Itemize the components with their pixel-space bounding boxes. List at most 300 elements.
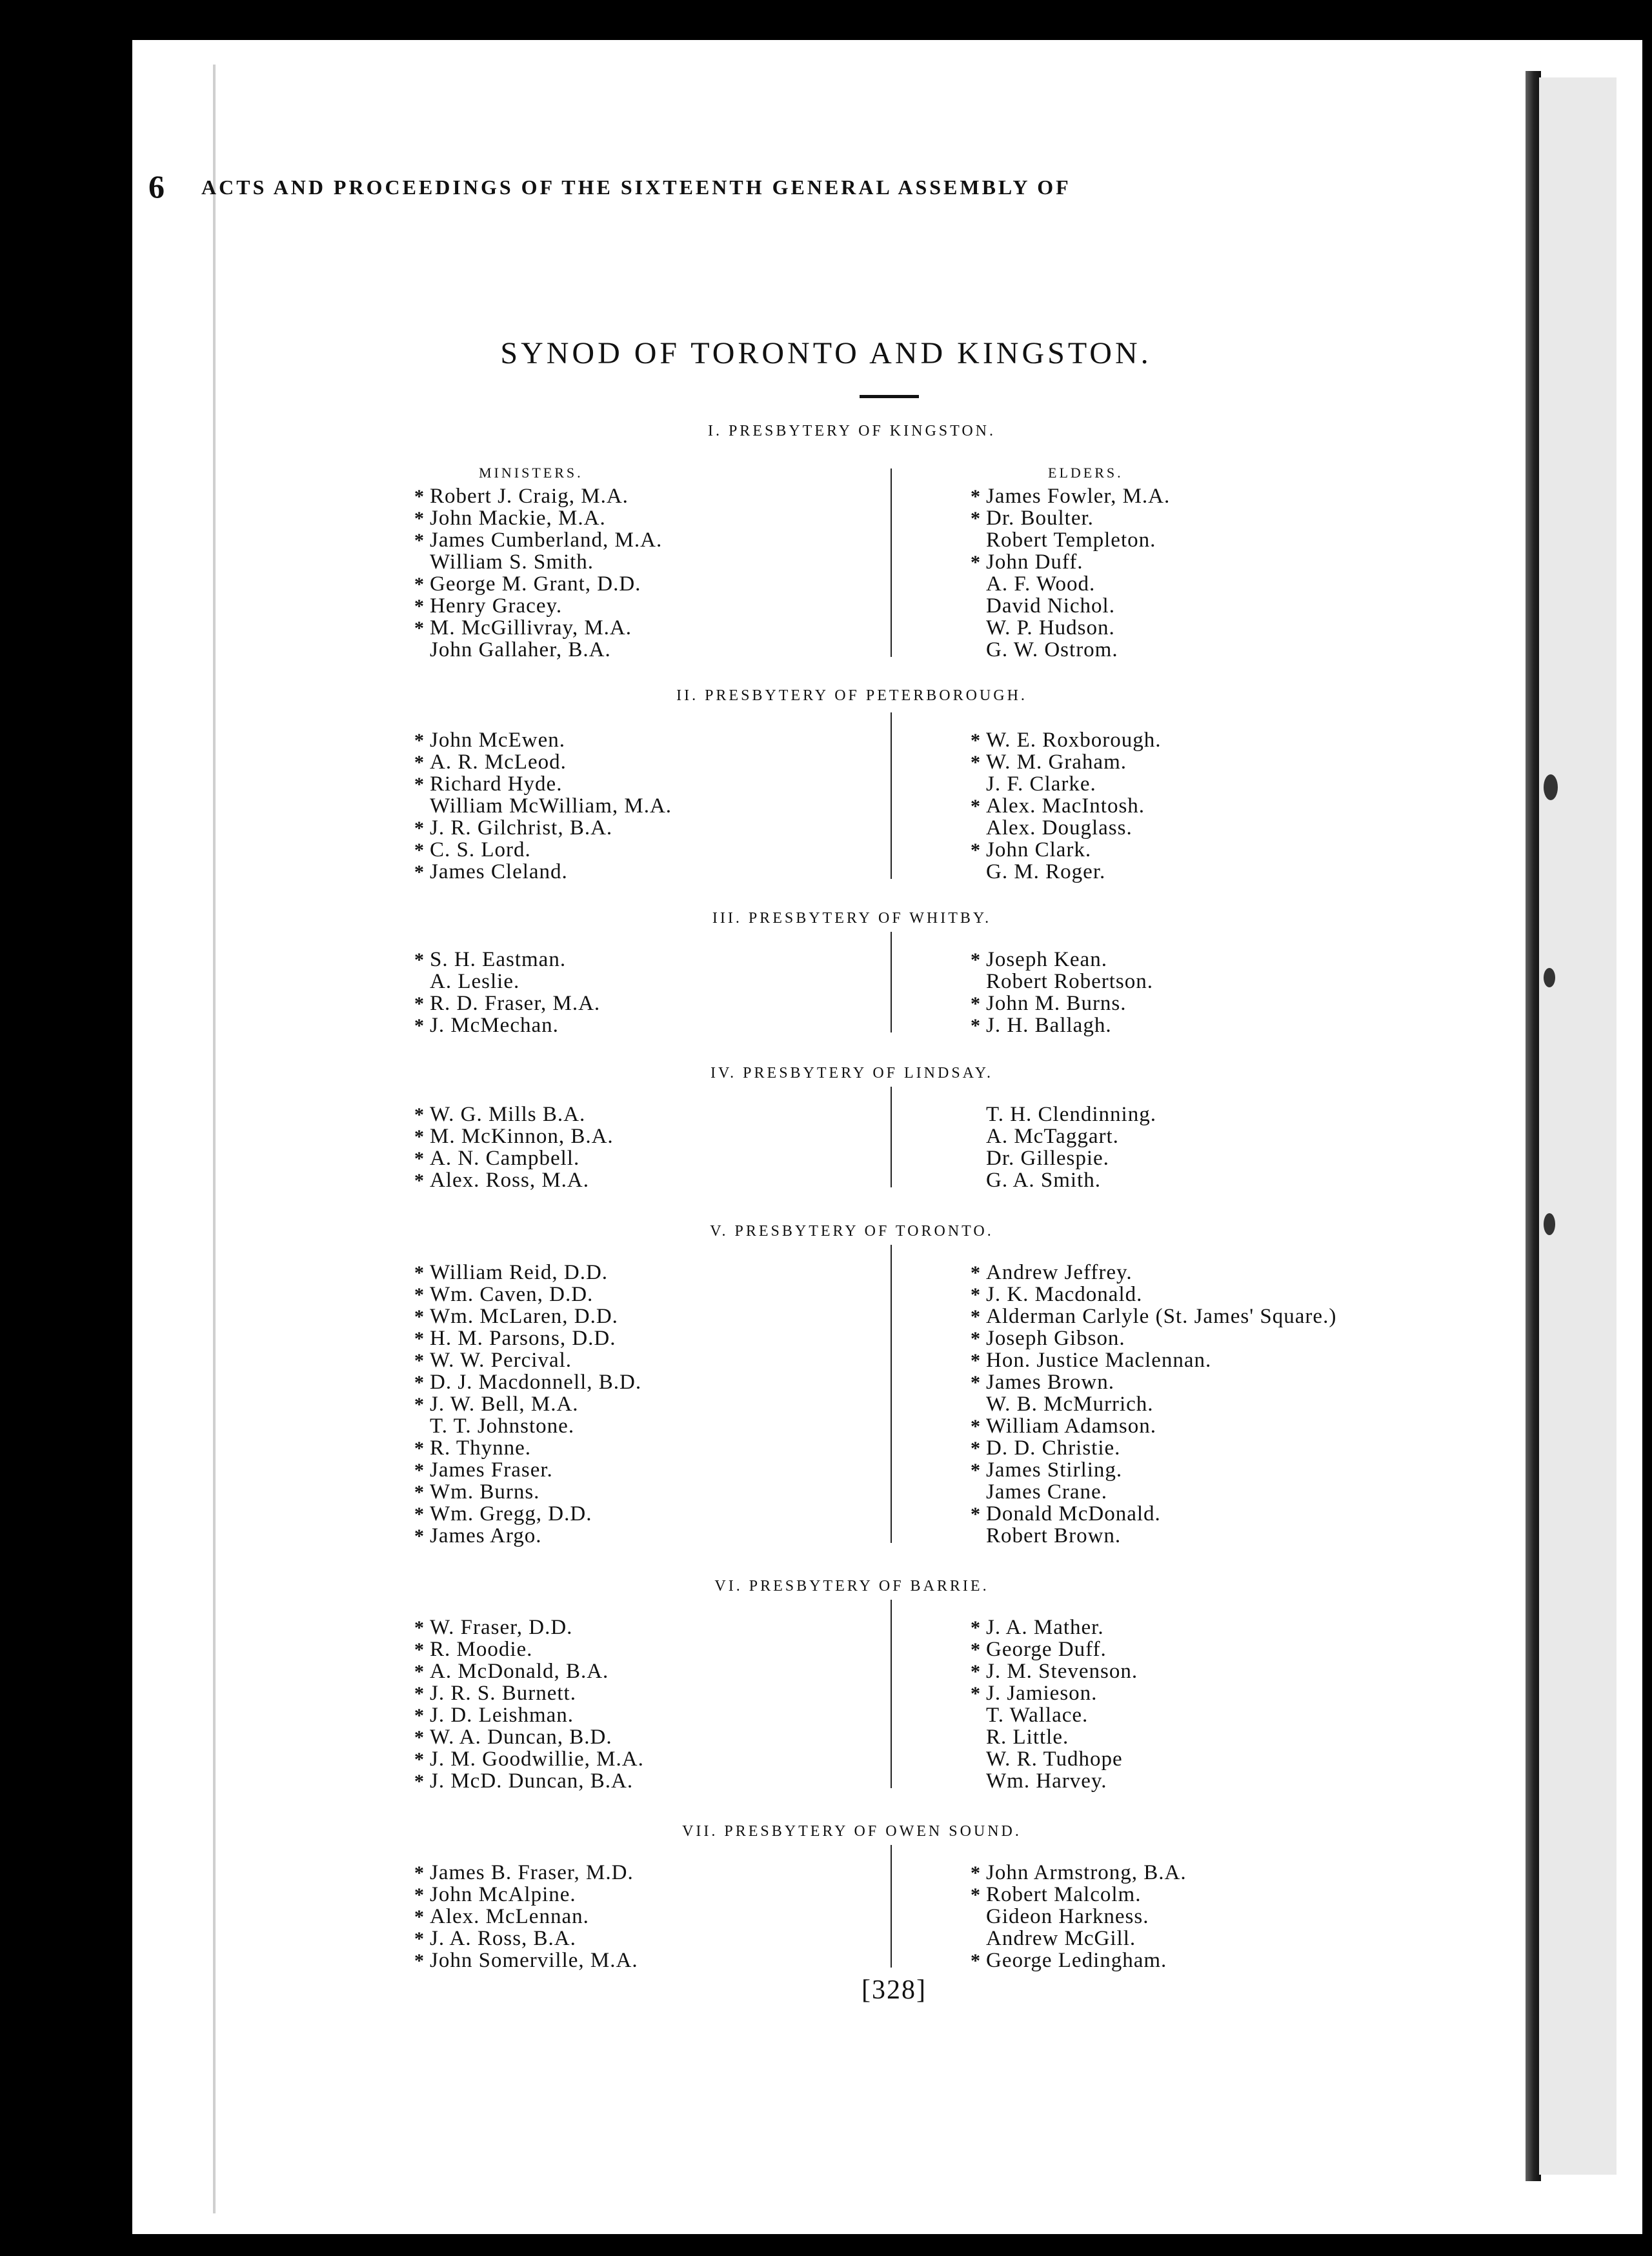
minister-entry (414, 1770, 644, 1792)
person-name: A. McTaggart. (986, 1125, 1119, 1148)
person-name: W. M. Graham. (986, 750, 1127, 774)
person-name: Donald McDonald. (986, 1502, 1161, 1526)
minister-entry (414, 839, 672, 861)
ministers-list (414, 1616, 644, 1792)
person-name: George M. Grant, D.D. (430, 572, 641, 596)
column-divider (891, 468, 892, 657)
elders-list (971, 729, 1162, 883)
elders-column-heading: ELDERS. (1048, 465, 1123, 481)
scan-speck (1544, 1213, 1555, 1235)
asterisk-mark: * (971, 949, 981, 971)
asterisk-mark: * (971, 552, 981, 573)
minister-entry (414, 1459, 641, 1481)
person-name: J. A. Mather. (986, 1616, 1104, 1639)
person-name: Gideon Harkness. (986, 1905, 1149, 1928)
asterisk-mark: * (414, 1705, 425, 1726)
person-name: James Argo. (430, 1524, 542, 1547)
asterisk-mark: * (414, 1862, 425, 1884)
person-name: J. W. Bell, M.A. (430, 1393, 579, 1416)
elder-entry (971, 1284, 1336, 1305)
person-name: George Duff. (986, 1638, 1107, 1661)
person-name: R. Little. (986, 1726, 1069, 1749)
asterisk-mark: * (414, 1771, 425, 1792)
asterisk-mark: * (971, 1460, 981, 1481)
ministers-list (414, 729, 672, 883)
minister-entry (414, 1349, 641, 1371)
minister-entry (414, 617, 662, 639)
asterisk-mark: * (414, 486, 425, 507)
minister-entry (414, 1014, 600, 1036)
elder-entry (971, 529, 1170, 551)
person-name: William Reid, D.D. (430, 1261, 609, 1284)
asterisk-mark: * (971, 730, 981, 751)
elder-entry (971, 1503, 1336, 1525)
minister-entry (414, 1704, 644, 1726)
person-name: William S. Smith. (430, 550, 594, 574)
elder-entry (971, 507, 1170, 529)
ministers-list (414, 1862, 638, 1971)
person-name: J. M. Stevenson. (986, 1660, 1138, 1683)
person-name: Wm. Burns. (430, 1480, 540, 1504)
person-name: James Brown. (986, 1371, 1114, 1394)
asterisk-mark: * (971, 1950, 981, 1971)
person-name: H. M. Parsons, D.D. (430, 1327, 616, 1350)
person-name: John Clark. (986, 838, 1092, 861)
minister-entry (414, 1660, 644, 1682)
asterisk-mark: * (414, 1617, 425, 1638)
elder-entry (971, 839, 1162, 861)
person-name: J. A. Ross, B.A. (430, 1927, 576, 1950)
person-name: C. S. Lord. (430, 838, 531, 861)
presbytery-heading: VI. PRESBYTERY OF BARRIE. (714, 1578, 989, 1595)
person-name: A. N. Campbell. (430, 1147, 580, 1170)
minister-entry (414, 1437, 641, 1459)
person-name: Wm. McLaren, D.D. (430, 1305, 618, 1328)
person-name: Robert Brown. (986, 1524, 1122, 1547)
elder-entry (971, 1327, 1336, 1349)
minister-entry (414, 861, 672, 883)
person-name: T. H. Clendinning. (986, 1103, 1156, 1126)
minister-entry (414, 1169, 614, 1191)
person-name: M. McKinnon, B.A. (430, 1125, 614, 1148)
minister-entry (414, 1103, 614, 1125)
person-name: G. M. Roger. (986, 860, 1106, 883)
person-name: John M. Burns. (986, 992, 1127, 1015)
minister-entry (414, 751, 672, 773)
person-name: Alderman Carlyle (St. James' Square.) (986, 1305, 1337, 1328)
person-name: John McEwen. (430, 729, 565, 752)
person-name: W. A. Duncan, B.D. (430, 1726, 612, 1749)
elder-entry (971, 1704, 1138, 1726)
person-name: John Duff. (986, 550, 1083, 574)
elder-entry (971, 1949, 1187, 1971)
column-divider (891, 1845, 892, 1968)
minister-entry (414, 1525, 641, 1547)
person-name: J. F. Clarke. (986, 772, 1096, 796)
presbytery-heading: VII. PRESBYTERY OF OWEN SOUND. (682, 1823, 1022, 1840)
asterisk-mark: * (971, 1661, 981, 1682)
minister-entry (414, 949, 600, 971)
elder-entry (971, 861, 1162, 883)
minister-entry (414, 1862, 638, 1884)
minister-entry (414, 1928, 638, 1949)
person-name: J. D. Leishman. (430, 1704, 574, 1727)
asterisk-mark: * (971, 796, 981, 817)
asterisk-mark: * (414, 1884, 425, 1906)
minister-entry (414, 1748, 644, 1770)
person-name: A. R. McLeod. (430, 750, 567, 774)
person-name: Robert J. Craig, M.A. (430, 485, 629, 508)
presbytery-heading: V. PRESBYTERY OF TORONTO. (710, 1223, 994, 1240)
person-name: Dr. Boulter. (986, 507, 1094, 530)
person-name: James Fraser. (430, 1458, 553, 1482)
asterisk-mark: * (414, 1438, 425, 1459)
asterisk-mark: * (971, 1617, 981, 1638)
asterisk-mark: * (414, 993, 425, 1014)
minister-entry (414, 1884, 638, 1906)
elder-entry (971, 1147, 1156, 1169)
person-name: J. Jamieson. (986, 1682, 1098, 1705)
person-name: G. A. Smith. (986, 1169, 1101, 1192)
asterisk-mark: * (971, 486, 981, 507)
person-name: John McAlpine. (430, 1883, 576, 1906)
elders-list (971, 1103, 1156, 1191)
person-name: Joseph Gibson. (986, 1327, 1125, 1350)
scan-speck (1544, 968, 1555, 987)
person-name: David Nichol. (986, 594, 1115, 618)
person-name: J. R. Gilchrist, B.A. (430, 816, 613, 840)
minister-entry (414, 595, 662, 617)
person-name: J. McMechan. (430, 1014, 559, 1037)
asterisk-mark: * (971, 1416, 981, 1437)
minister-entry (414, 1415, 641, 1437)
asterisk-mark: * (414, 1950, 425, 1971)
asterisk-mark: * (971, 752, 981, 773)
elder-entry (971, 1371, 1336, 1393)
presbytery-heading: II. PRESBYTERY OF PETERBOROUGH. (676, 687, 1027, 704)
person-name: J. K. Macdonald. (986, 1283, 1143, 1306)
asterisk-mark: * (971, 1284, 981, 1305)
elder-entry (971, 1525, 1336, 1547)
asterisk-mark: * (414, 840, 425, 861)
page-header (148, 168, 1375, 219)
asterisk-mark: * (414, 1928, 425, 1949)
asterisk-mark: * (414, 530, 425, 551)
minister-entry (414, 1284, 641, 1305)
asterisk-mark: * (971, 1372, 981, 1393)
minister-entry (414, 1638, 644, 1660)
person-name: Alex. Douglass. (986, 816, 1133, 840)
asterisk-mark: * (414, 1683, 425, 1704)
elders-list (971, 1862, 1187, 1971)
asterisk-mark: * (414, 1526, 425, 1547)
column-divider (891, 1087, 892, 1187)
asterisk-mark: * (414, 818, 425, 839)
person-name: W. G. Mills B.A. (430, 1103, 586, 1126)
person-name: T. Wallace. (986, 1704, 1089, 1727)
asterisk-mark: * (414, 1749, 425, 1770)
minister-entry (414, 1371, 641, 1393)
person-name: James Crane. (986, 1480, 1107, 1504)
asterisk-mark: * (971, 1328, 981, 1349)
person-name: Robert Malcolm. (986, 1883, 1142, 1906)
person-name: D. J. Macdonnell, B.D. (430, 1371, 642, 1394)
person-name: W. Fraser, D.D. (430, 1616, 573, 1639)
asterisk-mark: * (414, 1284, 425, 1305)
person-name: W. R. Tudhope (986, 1747, 1123, 1771)
asterisk-mark: * (971, 508, 981, 529)
person-name: M. McGillivray, M.A. (430, 616, 632, 640)
elder-entry (971, 639, 1170, 661)
person-name: John Armstrong, B.A. (986, 1861, 1187, 1884)
elder-entry (971, 1349, 1336, 1371)
minister-entry (414, 529, 662, 551)
person-name: J. R. S. Burnett. (430, 1682, 576, 1705)
scan-speck (1544, 774, 1558, 800)
elder-entry (971, 595, 1170, 617)
asterisk-mark: * (971, 1306, 981, 1327)
person-name: James B. Fraser, M.D. (430, 1861, 634, 1884)
asterisk-mark: * (414, 861, 425, 883)
column-divider (891, 1600, 892, 1788)
asterisk-mark: * (414, 1170, 425, 1191)
person-name: Richard Hyde. (430, 772, 563, 796)
minister-entry (414, 992, 600, 1014)
elder-entry (971, 1862, 1187, 1884)
asterisk-mark: * (414, 1906, 425, 1928)
asterisk-mark: * (414, 1460, 425, 1481)
asterisk-mark: * (971, 1262, 981, 1284)
asterisk-mark: * (414, 1104, 425, 1125)
elders-list (971, 1616, 1138, 1792)
asterisk-mark: * (971, 1683, 981, 1704)
person-name: J. McD. Duncan, B.A. (430, 1769, 634, 1793)
minister-entry (414, 1949, 638, 1971)
asterisk-mark: * (971, 1350, 981, 1371)
minister-entry (414, 485, 662, 507)
minister-entry (414, 773, 672, 795)
presbytery-heading: IV. PRESBYTERY OF LINDSAY. (710, 1065, 994, 1082)
person-name: Dr. Gillespie. (986, 1147, 1109, 1170)
person-name: Joseph Kean. (986, 948, 1107, 971)
asterisk-mark: * (414, 1262, 425, 1284)
minister-entry (414, 729, 672, 751)
asterisk-mark: * (971, 1639, 981, 1660)
minister-entry (414, 971, 600, 992)
minister-entry (414, 817, 672, 839)
elder-entry (971, 1682, 1138, 1704)
minister-entry (414, 1481, 641, 1503)
person-name: G. W. Ostrom. (986, 638, 1118, 661)
asterisk-mark: * (971, 840, 981, 861)
minister-entry (414, 1726, 644, 1748)
asterisk-mark: * (971, 1862, 981, 1884)
elder-entry (971, 1660, 1138, 1682)
elder-entry (971, 1437, 1336, 1459)
person-name: Henry Gracey. (430, 594, 563, 618)
person-name: James Cumberland, M.A. (430, 529, 663, 552)
elder-entry (971, 751, 1162, 773)
person-name: Alex. MacIntosh. (986, 794, 1145, 818)
elder-entry (971, 1906, 1187, 1928)
person-name: W. W. Percival. (430, 1349, 572, 1372)
minister-entry (414, 551, 662, 573)
person-name: Alex. Ross, M.A. (430, 1169, 590, 1192)
asterisk-mark: * (414, 1126, 425, 1147)
person-name: John Mackie, M.A. (430, 507, 606, 530)
minister-entry (414, 795, 672, 817)
asterisk-mark: * (414, 774, 425, 795)
elder-entry (971, 1169, 1156, 1191)
person-name: Hon. Justice Maclennan. (986, 1349, 1212, 1372)
folio-number: [328] (861, 1975, 927, 2005)
elder-entry (971, 1415, 1336, 1437)
elders-list (971, 1262, 1336, 1547)
ministers-list (414, 485, 662, 661)
presbytery-heading: I. PRESBYTERY OF KINGSTON. (707, 423, 996, 439)
person-name: A. McDonald, B.A. (430, 1660, 609, 1683)
person-name: John Gallaher, B.A. (430, 638, 611, 661)
sheet-edge (1539, 77, 1617, 2175)
person-name: Robert Robertson. (986, 970, 1153, 993)
column-divider (891, 1245, 892, 1543)
minister-entry (414, 507, 662, 529)
person-name: Andrew McGill. (986, 1927, 1136, 1950)
minister-entry (414, 573, 662, 595)
person-name: R. D. Fraser, M.A. (430, 992, 601, 1015)
person-name: William McWilliam, M.A. (430, 794, 672, 818)
synod-title: SYNOD OF TORONTO AND KINGSTON. (500, 336, 1152, 370)
person-name: D. D. Christie. (986, 1436, 1121, 1460)
minister-entry (414, 1393, 641, 1415)
asterisk-mark: * (971, 1438, 981, 1459)
person-name: J. H. Ballagh. (986, 1014, 1112, 1037)
minister-entry (414, 1125, 614, 1147)
elder-entry (971, 1884, 1187, 1906)
elder-entry (971, 992, 1153, 1014)
asterisk-mark: * (414, 1306, 425, 1327)
elder-entry (971, 1262, 1336, 1284)
person-name: W. B. McMurrich. (986, 1393, 1154, 1416)
title-rule (860, 395, 919, 398)
ministers-column-heading: MINISTERS. (479, 465, 583, 481)
asterisk-mark: * (414, 1148, 425, 1169)
elder-entry (971, 773, 1162, 795)
ministers-list (414, 949, 600, 1036)
person-name: John Somerville, M.A. (430, 1949, 638, 1972)
page (213, 65, 1526, 2213)
elder-entry (971, 1393, 1336, 1415)
elder-entry (971, 971, 1153, 992)
minister-entry (414, 1147, 614, 1169)
asterisk-mark: * (971, 1504, 981, 1525)
minister-entry (414, 1262, 641, 1284)
minister-entry (414, 1503, 641, 1525)
elder-entry (971, 617, 1170, 639)
elder-entry (971, 1638, 1138, 1660)
asterisk-mark: * (414, 1328, 425, 1349)
asterisk-mark: * (414, 1727, 425, 1748)
elder-entry (971, 1014, 1153, 1036)
person-name: James Cleland. (430, 860, 568, 883)
running-title: ACTS AND PROCEEDINGS OF THE SIXTEENTH GENERAL ASSEMBLY OF (201, 176, 1071, 199)
elder-entry (971, 1616, 1138, 1638)
asterisk-mark: * (414, 1639, 425, 1660)
minister-entry (414, 1616, 644, 1638)
person-name: A. Leslie. (430, 970, 520, 993)
asterisk-mark: * (414, 1661, 425, 1682)
asterisk-mark: * (414, 730, 425, 751)
elder-entry (971, 1928, 1187, 1949)
asterisk-mark: * (414, 618, 425, 639)
person-name: J. M. Goodwillie, M.A. (430, 1747, 644, 1771)
elder-entry (971, 1103, 1156, 1125)
person-name: William Adamson. (986, 1415, 1156, 1438)
asterisk-mark: * (414, 508, 425, 529)
elder-entry (971, 1748, 1138, 1770)
person-name: James Fowler, M.A. (986, 485, 1171, 508)
elder-entry (971, 485, 1170, 507)
elder-entry (971, 729, 1162, 751)
elder-entry (971, 1305, 1336, 1327)
person-name: S. H. Eastman. (430, 948, 567, 971)
elder-entry (971, 551, 1170, 573)
minister-entry (414, 1327, 641, 1349)
person-name: Andrew Jeffrey. (986, 1261, 1133, 1284)
elder-entry (971, 1726, 1138, 1748)
asterisk-mark: * (971, 993, 981, 1014)
person-name: R. Thynne. (430, 1436, 531, 1460)
asterisk-mark: * (414, 1350, 425, 1371)
minister-entry (414, 1305, 641, 1327)
presbytery-heading: III. PRESBYTERY OF WHITBY. (712, 910, 992, 927)
person-name: R. Moodie. (430, 1638, 533, 1661)
elder-entry (971, 1481, 1336, 1503)
elder-entry (971, 573, 1170, 595)
person-name: Alex. McLennan. (430, 1905, 589, 1928)
person-name: T. T. Johnstone. (430, 1415, 575, 1438)
elder-entry (971, 1125, 1156, 1147)
person-name: W. P. Hudson. (986, 616, 1115, 640)
asterisk-mark: * (414, 949, 425, 971)
asterisk-mark: * (414, 752, 425, 773)
asterisk-mark: * (971, 1015, 981, 1036)
minister-entry (414, 1906, 638, 1928)
person-name: A. F. Wood. (986, 572, 1096, 596)
person-name: Wm. Caven, D.D. (430, 1283, 594, 1306)
elder-entry (971, 817, 1162, 839)
elder-entry (971, 949, 1153, 971)
asterisk-mark: * (414, 1372, 425, 1393)
elder-entry (971, 1770, 1138, 1792)
asterisk-mark: * (414, 1394, 425, 1415)
elder-entry (971, 795, 1162, 817)
asterisk-mark: * (971, 1884, 981, 1906)
sheet-edge-shadow (1523, 71, 1541, 2181)
page-number: 6 (148, 168, 165, 205)
elders-list (971, 949, 1153, 1036)
asterisk-mark: * (414, 1504, 425, 1525)
asterisk-mark: * (414, 1482, 425, 1503)
minister-entry (414, 1682, 644, 1704)
elder-entry (971, 1459, 1336, 1481)
minister-entry (414, 639, 662, 661)
column-divider (891, 932, 892, 1032)
ministers-list (414, 1262, 641, 1547)
asterisk-mark: * (414, 596, 425, 617)
person-name: George Ledingham. (986, 1949, 1167, 1972)
person-name: W. E. Roxborough. (986, 729, 1162, 752)
